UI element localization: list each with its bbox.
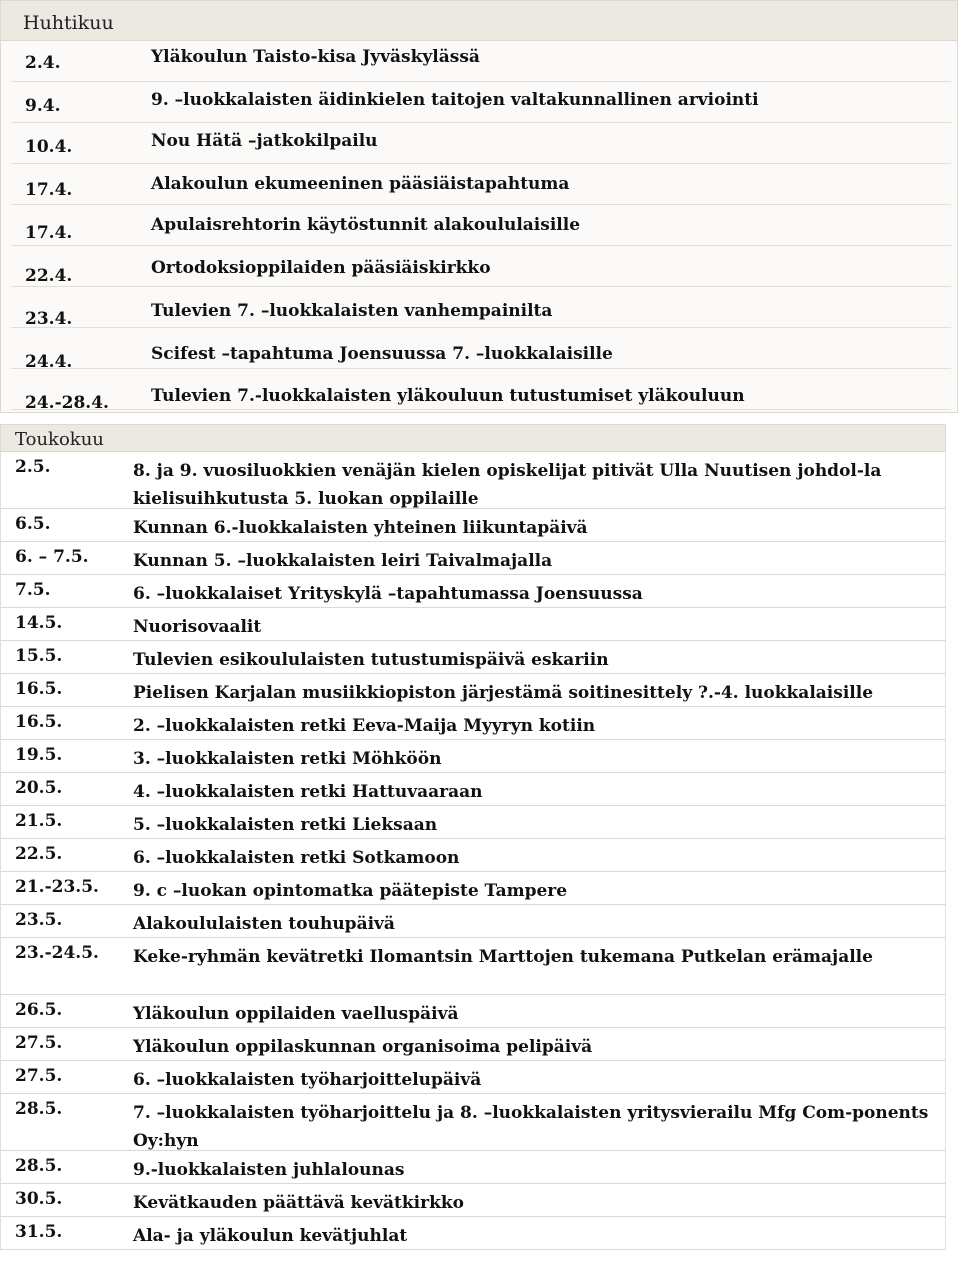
event-row xyxy=(0,1184,946,1217)
event-date: 27.5. xyxy=(15,1033,63,1053)
event-row xyxy=(0,740,946,773)
event-date: 6. – 7.5. xyxy=(15,547,89,567)
event-date: 17.4. xyxy=(25,180,73,200)
event-date: 22.4. xyxy=(25,266,73,286)
event-date: 2.4. xyxy=(25,53,61,73)
event-row xyxy=(11,287,951,328)
event-date: 23.-24.5. xyxy=(15,943,99,963)
event-description: Tulevien 7.-luokkalaisten yläkouluun tutustumiset yläkouluun xyxy=(151,386,745,406)
event-row xyxy=(11,205,951,246)
april-section xyxy=(0,0,958,413)
event-row xyxy=(11,328,951,372)
event-row xyxy=(11,369,951,413)
event-row xyxy=(11,123,951,164)
event-row xyxy=(0,1151,946,1184)
event-date: 6.5. xyxy=(15,514,51,534)
event-date: 22.5. xyxy=(15,844,63,864)
event-row xyxy=(0,509,946,542)
event-date: 19.5. xyxy=(15,745,63,765)
event-row xyxy=(0,1094,946,1151)
may-event-list xyxy=(0,452,946,1250)
event-row xyxy=(0,542,946,575)
event-date: 30.5. xyxy=(15,1189,63,1209)
may-section xyxy=(0,424,958,1270)
event-date: 24.4. xyxy=(25,352,73,372)
event-row xyxy=(0,773,946,806)
event-row xyxy=(0,707,946,740)
event-date: 16.5. xyxy=(15,712,63,732)
event-description: 9. –luokkalaisten äidinkielen taitojen valtakunnallinen arviointi xyxy=(151,90,759,110)
event-date: 10.4. xyxy=(25,137,73,157)
event-date: 16.5. xyxy=(15,679,63,699)
event-description: Yläkoulun Taisto-kisa Jyväskylässä xyxy=(151,47,480,67)
event-description: Alakoulun ekumeeninen pääsiäistapahtuma xyxy=(151,174,570,194)
event-description: 2. –luokkalaisten retki Eeva-Maija Myyryn kotiin xyxy=(133,716,596,736)
event-row xyxy=(0,995,946,1028)
event-row xyxy=(0,1061,946,1094)
event-date: 27.5. xyxy=(15,1066,63,1086)
event-description: Ala- ja yläkoulun kevätjuhlat xyxy=(133,1226,408,1246)
event-date: 23.4. xyxy=(25,309,73,329)
event-date: 20.5. xyxy=(15,778,63,798)
event-row xyxy=(11,41,951,82)
event-row xyxy=(0,938,946,995)
event-date: 31.5. xyxy=(15,1222,63,1242)
may-heading: Toukokuu xyxy=(0,424,946,452)
event-date: 7.5. xyxy=(15,580,51,600)
event-row xyxy=(0,674,946,707)
event-description: Keke-ryhmän kevätretki Ilomantsin Marttojen tukemana Putkelan erämajalle xyxy=(133,947,873,967)
event-description: 9.-luokkalaisten juhlalounas xyxy=(133,1160,405,1180)
event-row xyxy=(0,452,946,509)
event-row xyxy=(0,905,946,938)
event-row xyxy=(0,806,946,839)
event-date: 24.-28.4. xyxy=(25,393,109,413)
event-row xyxy=(0,641,946,674)
event-description: Kunnan 6.-luokkalaisten yhteinen liikuntapäivä xyxy=(133,518,588,538)
event-description: 6. –luokkalaisten työharjoittelupäivä xyxy=(133,1070,482,1090)
event-date: 21.-23.5. xyxy=(15,877,99,897)
event-row xyxy=(11,82,951,123)
event-description: Tulevien esikoululaisten tutustumispäivä eskariin xyxy=(133,650,609,670)
event-description: Tulevien 7. –luokkalaisten vanhempainilta xyxy=(151,301,553,321)
event-date: 15.5. xyxy=(15,646,63,666)
event-description: Kevätkauden päättävä kevätkirkko xyxy=(133,1193,464,1213)
event-row xyxy=(11,246,951,287)
event-date: 17.4. xyxy=(25,223,73,243)
event-row xyxy=(0,608,946,641)
event-row xyxy=(11,164,951,205)
event-date: 26.5. xyxy=(15,1000,63,1020)
event-description: 4. –luokkalaisten retki Hattuvaaraan xyxy=(133,782,483,802)
event-row xyxy=(0,1217,946,1250)
event-description: 6. –luokkalaiset Yrityskylä –tapahtumassa Joensuussa xyxy=(133,584,643,604)
event-description: Yläkoulun oppilaiden vaelluspäivä xyxy=(133,1004,459,1024)
event-date: 23.5. xyxy=(15,910,63,930)
event-description: Nou Hätä –jatkokilpailu xyxy=(151,131,378,151)
event-row xyxy=(0,575,946,608)
event-date: 28.5. xyxy=(15,1099,63,1119)
event-description: Scifest –tapahtuma Joensuussa 7. –luokkalaisille xyxy=(151,344,613,364)
event-description: Pielisen Karjalan musiikkiopiston järjestämä soitinesittely ?.-4. luokkalaisille xyxy=(133,683,874,703)
event-description: 9. c –luokan opintomatka päätepiste Tampere xyxy=(133,881,568,901)
event-date: 21.5. xyxy=(15,811,63,831)
event-description: 8. ja 9. vuosiluokkien venäjän kielen opiskelijat pitivät Ulla Nuutisen johdol-la kielisuihkutusta 5. luokan oppilaille xyxy=(133,461,882,509)
event-date: 2.5. xyxy=(15,457,51,477)
event-description: 3. –luokkalaisten retki Möhköön xyxy=(133,749,442,769)
event-description: 7. –luokkalaisten työharjoittelu ja 8. –luokkalaisten yritysvierailu Mfg Com-ponents Oy:hyn xyxy=(133,1103,929,1151)
event-row xyxy=(0,1028,946,1061)
april-heading: Huhtikuu xyxy=(1,1,957,41)
event-description: Nuorisovaalit xyxy=(133,617,262,637)
event-description: Alakoululaisten touhupäivä xyxy=(133,914,395,934)
event-date: 9.4. xyxy=(25,96,61,116)
event-description: 6. –luokkalaisten retki Sotkamoon xyxy=(133,848,460,868)
event-description: Ortodoksioppilaiden pääsiäiskirkko xyxy=(151,258,491,278)
event-date: 28.5. xyxy=(15,1156,63,1176)
event-date: 14.5. xyxy=(15,613,63,633)
event-row xyxy=(0,872,946,905)
event-description: Kunnan 5. –luokkalaisten leiri Taivalmajalla xyxy=(133,551,553,571)
event-row xyxy=(0,839,946,872)
event-description: 5. –luokkalaisten retki Lieksaan xyxy=(133,815,438,835)
event-description: Apulaisrehtorin käytöstunnit alakoululaisille xyxy=(151,215,581,235)
event-description: Yläkoulun oppilaskunnan organisoima pelipäivä xyxy=(133,1037,593,1057)
